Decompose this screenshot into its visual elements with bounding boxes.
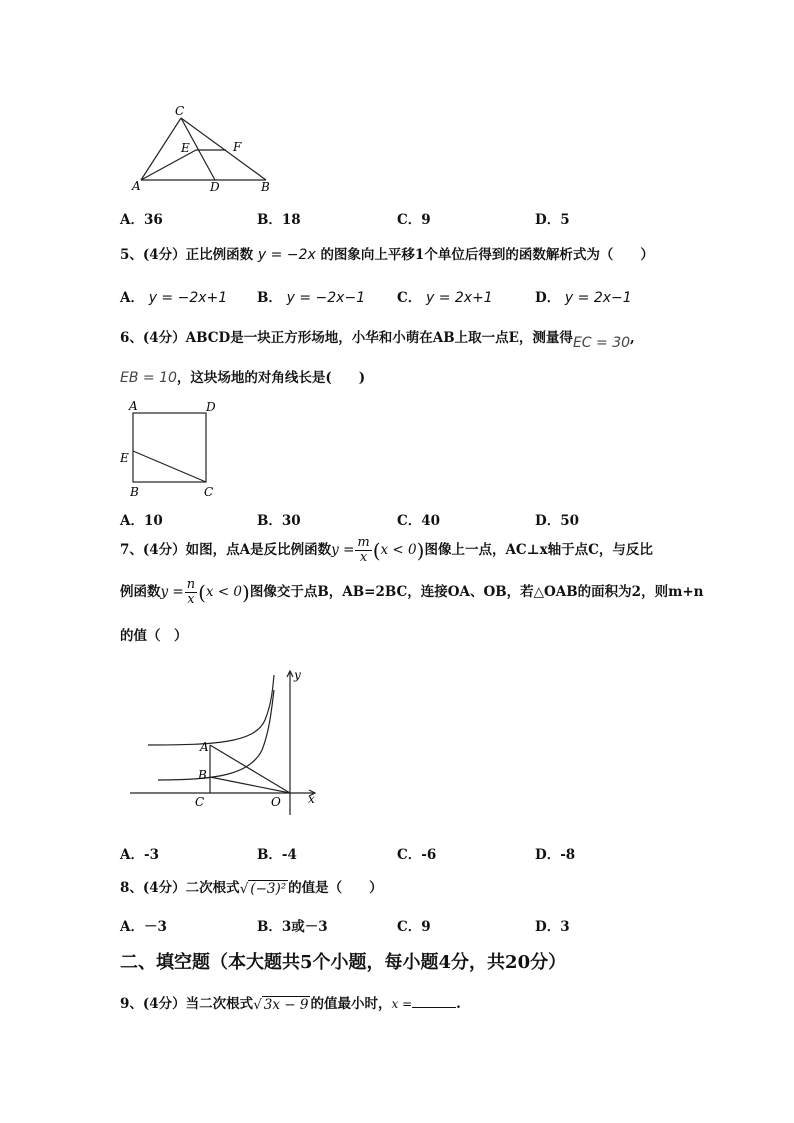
q5-suffix: 的图象向上平移1个单位后得到的函数解析式为（ ） <box>320 247 654 263</box>
label-A: A <box>132 179 141 193</box>
sqrt-expr: √ (−3)² <box>239 880 287 897</box>
q7-stem-line2: 例函数y = $\frac{n}{x}$ (x < 0)图像交于点B，AB=2BC，连接OA、OB，若△OAB的面积为2，则m+n <box>120 577 704 607</box>
label-E: E <box>120 451 129 465</box>
q4-option-c: C．9 <box>397 212 431 228</box>
q4-option-b: B．18 <box>257 212 301 228</box>
q5-option-c: C． y = 2x+1 <box>397 290 493 306</box>
sqrt-expr: √ 3x − 9 <box>253 996 309 1013</box>
q8-option-c: C．9 <box>397 919 431 935</box>
q7-option-c: C．-6 <box>397 847 437 863</box>
q5-stem <box>120 243 654 263</box>
label-B: B <box>261 180 270 194</box>
q5-option-d: D． y = 2x−1 <box>535 290 632 306</box>
q4-option-d: D．5 <box>535 212 570 228</box>
label-B: B <box>130 485 139 499</box>
label-O: O <box>271 795 281 809</box>
hyperbola-figure <box>125 665 325 820</box>
q6-option-a: A．10 <box>120 513 163 529</box>
q5-expr: y = −2x <box>257 247 316 263</box>
label-A: A <box>129 399 138 413</box>
label-C: C <box>204 485 214 499</box>
q8-option-a: A．－3 <box>120 919 167 935</box>
answer-blank[interactable] <box>412 995 456 1008</box>
q6-stem-line1: 6、(4分）ABCD是一块正方形场地，小华和小萌在AB上取一点E，测量得EC = 30, <box>120 330 635 351</box>
label-x: x <box>308 792 315 806</box>
q6-option-b: B．30 <box>257 513 301 529</box>
triangle-figure <box>128 100 288 195</box>
section-title: 二、填空题（本大题共5个小题，每小题4分，共20分） <box>120 952 567 973</box>
q6-option-c: C．40 <box>397 513 441 529</box>
q9-stem: 9、(4分）当二次根式√ 3x − 9 的值最小时，x = . <box>120 996 461 1013</box>
q6-option-d: D．50 <box>535 513 579 529</box>
q8-stem: 8、(4分）二次根式√ (−3)² 的值是（ ） <box>120 880 383 897</box>
q7-option-a: A．-3 <box>120 847 159 863</box>
q7-option-d: D．-8 <box>535 847 576 863</box>
q6-ec: EC = 30 <box>572 335 631 351</box>
q6-eb: EB = 10 <box>120 370 177 386</box>
label-y: y <box>294 668 301 682</box>
q6-stem-line2: EB = 10，这块场地的对角线长是( ) <box>120 370 366 386</box>
q5-option-b: B． y = −2x−1 <box>257 290 366 306</box>
label-E: E <box>181 141 190 155</box>
label-C: C <box>175 104 185 118</box>
q5-prefix: 5、(4分）正比例函数 <box>120 247 254 263</box>
label-D: D <box>210 180 220 194</box>
q7-option-b: B．-4 <box>257 847 297 863</box>
q4-option-a: A．36 <box>120 212 163 228</box>
q7-stem-line1: 7、(4分）如图，点A是反比例函数y = $\frac{m}{x}$ (x < 0)图像上一点，AC⊥x轴于点C，与反比 <box>120 535 653 565</box>
q5-option-a: A． y = −2x+1 <box>120 290 228 306</box>
label-F: F <box>233 140 242 154</box>
label-B: B <box>198 768 207 782</box>
square-figure <box>118 398 223 500</box>
label-A: A <box>200 740 209 754</box>
q7-stem-line3: 的值（ ） <box>120 628 188 644</box>
label-D: D <box>206 400 216 414</box>
q8-option-d: D．3 <box>535 919 570 935</box>
q8-option-b: B．3或－3 <box>257 919 328 935</box>
label-C: C <box>195 795 205 809</box>
